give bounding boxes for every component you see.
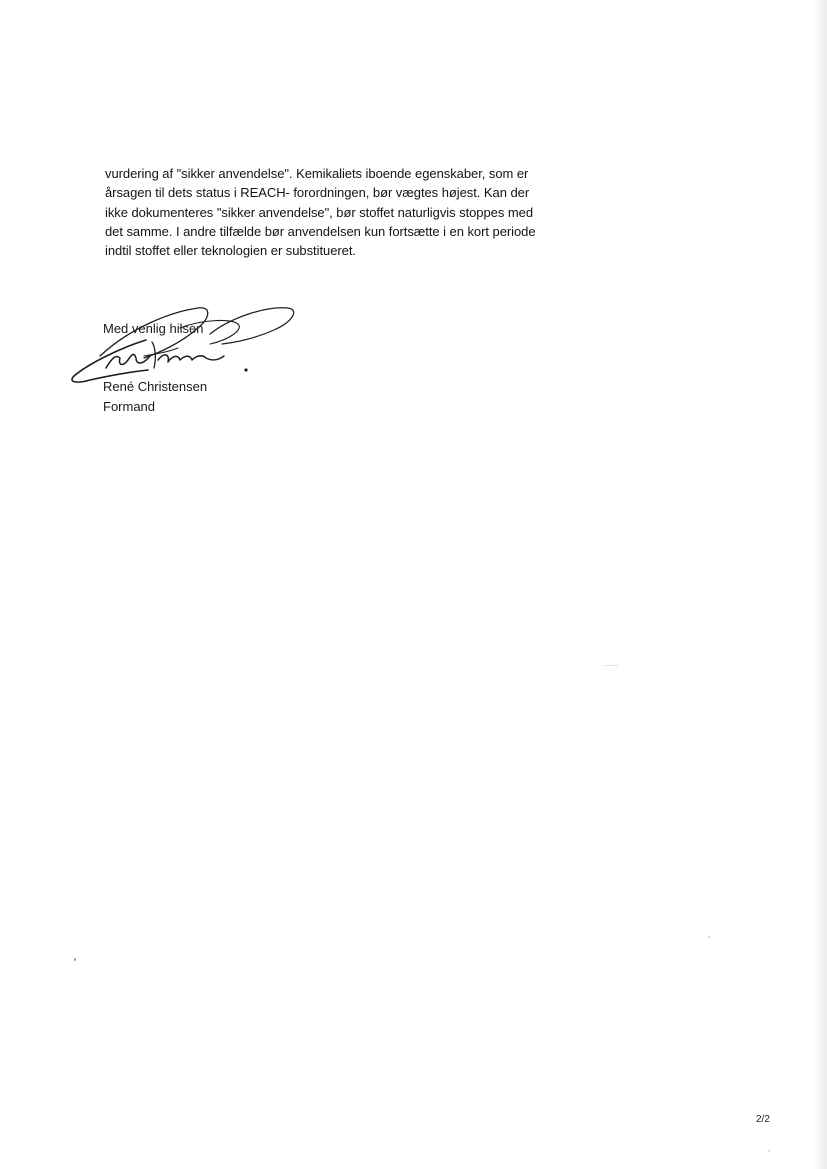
handwritten-signature bbox=[60, 298, 300, 390]
scan-speck bbox=[768, 1150, 770, 1152]
signer-title: Formand bbox=[103, 399, 156, 414]
page-number: 2/2 bbox=[756, 1114, 770, 1125]
signer-name: René Christensen bbox=[103, 379, 208, 394]
body-line-5: indtil stoffet eller teknologien er substitueret. bbox=[105, 243, 356, 259]
body-line-3: ikke dokumenteres "sikker anvendelse", bør stoffet naturligvis stoppes med bbox=[105, 204, 533, 220]
scan-speck bbox=[708, 936, 710, 938]
scan-speck bbox=[74, 958, 76, 961]
body-line-1: vurdering af "sikker anvendelse". Kemikaliets iboende egenskaber, som er bbox=[105, 166, 529, 181]
scan-edge-shadow bbox=[813, 0, 827, 1169]
letter-body-paragraph bbox=[105, 164, 575, 260]
closing-salutation: Med venlig hilsen bbox=[103, 321, 204, 336]
scan-speck bbox=[604, 665, 618, 666]
body-line-2: årsagen til dets status i REACH- forordningen, bør vægtes højest. Kan der bbox=[105, 185, 530, 201]
body-line-4: det samme. I andre tilfælde bør anvendelsen kun fortsætte i en kort periode bbox=[105, 223, 536, 239]
